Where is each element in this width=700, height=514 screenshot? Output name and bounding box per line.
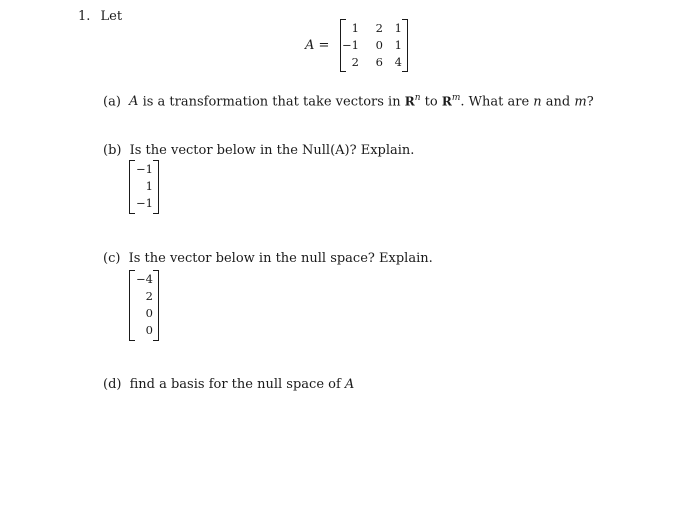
vector-cell: 0	[145, 323, 153, 337]
matrix-label	[305, 38, 329, 53]
part-a-var-a: A	[129, 94, 139, 110]
part-d-var: A	[344, 377, 355, 392]
vector-cell: −1	[136, 162, 153, 176]
vector-cell: 2	[145, 289, 153, 303]
part-a-var-n: n	[533, 94, 542, 110]
part-b-text: Is the vector below in the Null(A)? Explain.	[129, 143, 415, 158]
matrix-cell: 2	[351, 55, 359, 69]
part-a-to: to	[420, 94, 442, 110]
matrix-cell: 2	[375, 21, 383, 35]
part-a-var-m: m	[574, 94, 587, 110]
part-d-question	[103, 377, 354, 392]
part-b-question	[103, 143, 414, 158]
problem-number	[78, 9, 122, 24]
part-a-label: (a)	[103, 94, 121, 110]
part-a-exp-m: m	[451, 93, 461, 103]
problem-intro: Let	[100, 9, 123, 24]
vector-cell: 0	[145, 306, 153, 320]
matrix-cell: 4	[394, 55, 402, 69]
vector-cell: −4	[136, 272, 153, 286]
vector-c	[129, 270, 159, 341]
part-c-label: (c)	[103, 251, 121, 266]
matrix-cell: 1	[351, 21, 359, 35]
part-a-exp-n: n	[414, 93, 421, 103]
part-a-text2: . What are	[460, 94, 534, 110]
part-a-qmark: ?	[586, 94, 594, 110]
part-c-text: Is the vector below in the null space? Explain.	[128, 251, 433, 266]
matrix-a	[340, 19, 408, 72]
part-a-and: and	[541, 94, 575, 110]
matrix-cell: 6	[375, 55, 383, 69]
part-b-label: (b)	[103, 143, 122, 158]
matrix-cell: 0	[375, 38, 383, 52]
part-a-reals-n: R	[404, 94, 415, 109]
matrix-label-text: A =	[305, 38, 330, 53]
matrix-cell: −1	[342, 38, 359, 52]
vector-b	[129, 160, 159, 214]
matrix-cell: 1	[394, 38, 402, 52]
part-c-question	[103, 251, 433, 266]
part-a-question	[103, 90, 594, 109]
vector-cell: 1	[145, 179, 153, 193]
part-d-text: find a basis for the null space of	[129, 377, 345, 392]
matrix-cell: 1	[394, 21, 402, 35]
vector-cell: −1	[136, 196, 153, 210]
problem-number-label: 1.	[78, 9, 91, 24]
part-a-reals-m: R	[441, 94, 452, 109]
part-a-text1: is a transformation that take vectors in	[138, 94, 405, 110]
part-d-label: (d)	[103, 377, 122, 392]
